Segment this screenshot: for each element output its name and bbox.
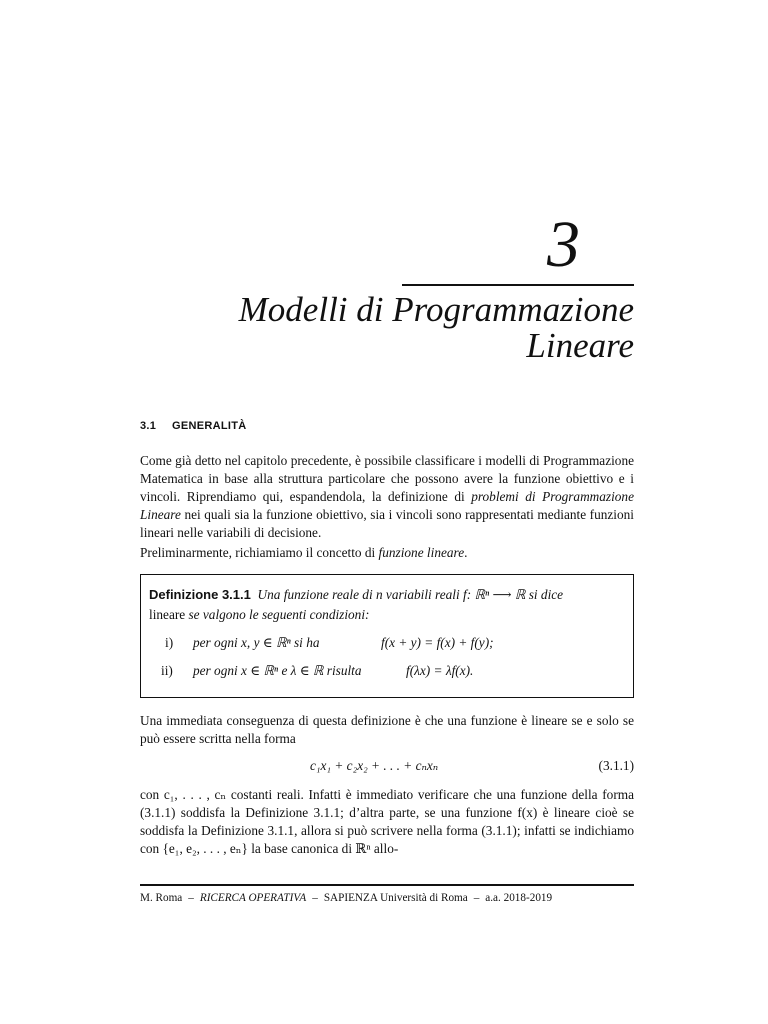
footer-year: a.a. 2018-2019 xyxy=(485,892,553,904)
item-text: per ogni x ∈ ℝⁿ e λ ∈ ℝ risulta xyxy=(193,663,362,678)
chapter-rule xyxy=(402,284,634,286)
chapter-title xyxy=(134,292,634,364)
item-formula: f(x + y) = f(x) + f(y); xyxy=(381,635,494,650)
footer-course: RICERCA OPERATIVA xyxy=(199,892,307,904)
item-number: ii) xyxy=(161,663,173,678)
item-formula: f(λx) = λf(x). xyxy=(406,663,474,678)
footer-separator: – xyxy=(188,892,194,904)
equation xyxy=(140,758,634,776)
footer-rule xyxy=(140,884,634,886)
section-number: 3.1 xyxy=(140,420,157,432)
paragraph-intro-emphasis: problemi di Programmazione Lineare xyxy=(140,489,634,522)
definition-term: lineare xyxy=(149,607,186,622)
section-heading xyxy=(140,420,247,432)
equation-number: (3.1.1) xyxy=(598,758,634,773)
definition-statement: Una funzione reale di n variabili reali f: ℝⁿ ⟶ ℝ si dice xyxy=(257,587,564,602)
item-number: i) xyxy=(165,635,174,650)
page-footer xyxy=(140,892,634,904)
equation-formula: c₁x₁ + c₂x₂ + . . . + cₙxₙ xyxy=(310,758,439,773)
definition-label: Definizione 3.1.1 xyxy=(149,587,251,602)
chapter-title-line1: Modelli di Programmazione xyxy=(238,290,634,329)
definition-box xyxy=(140,574,634,698)
definition-line2 xyxy=(149,607,369,623)
definition-item-2 xyxy=(141,663,633,681)
paragraph-intro-tail: nei quali sia la funzione obiettivo, sia i vincoli sono rappresentati mediante funzioni lineari nelle variabili di decisione. xyxy=(140,507,634,540)
paragraph-preliminary-emphasis: funzione lineare xyxy=(378,545,465,560)
definition-item-1 xyxy=(141,635,633,653)
footer-university: SAPIENZA Università di Roma xyxy=(323,892,468,904)
footer-author: M. Roma xyxy=(140,892,183,904)
chapter-number: 3 xyxy=(547,208,580,281)
paragraph-consequence: Una immediata conseguenza di questa definizione è che una funzione è lineare se e solo se può essere scritta nella forma xyxy=(140,713,634,746)
paragraph-intro-text: Come già detto nel capitolo precedente, è possibile classificare i modelli di Programmazione Matematica in base alla struttura particolare che possono avere la funzione obiettivo e i vincoli. Riprendiamo qui, espandendola, la definizione di xyxy=(140,453,634,504)
paragraph-preliminary xyxy=(140,544,634,562)
chapter-title-line2: Lineare xyxy=(526,326,634,365)
paragraph-intro xyxy=(140,452,634,542)
paragraph-proof: con c₁, . . . , cₙ costanti reali. Infatti è immediato verificare che una funzione della forma (3.1.1) soddisfa la Definizione 3.1.1; d’altra parte, se una funzione f(x) è lineare cioè se soddisfa la Definizione 3.1.1, allora si può scrivere nella forma (3.1.1); infatti se indichiamo con {e₁, e₂, . . . , eₙ} la base canonica di ℝⁿ allo- xyxy=(140,787,634,856)
definition-condition-intro: se valgono le seguenti condizioni: xyxy=(185,607,370,622)
footer-separator: – xyxy=(312,892,318,904)
paragraph-preliminary-text: Preliminarmente, richiamiamo il concetto di xyxy=(140,545,379,560)
paragraph-preliminary-tail: . xyxy=(464,545,468,560)
section-title: GENERALITÀ xyxy=(172,420,247,432)
footer-separator: – xyxy=(473,892,480,904)
definition-line1 xyxy=(149,587,563,603)
item-text: per ogni x, y ∈ ℝⁿ si ha xyxy=(193,635,320,650)
